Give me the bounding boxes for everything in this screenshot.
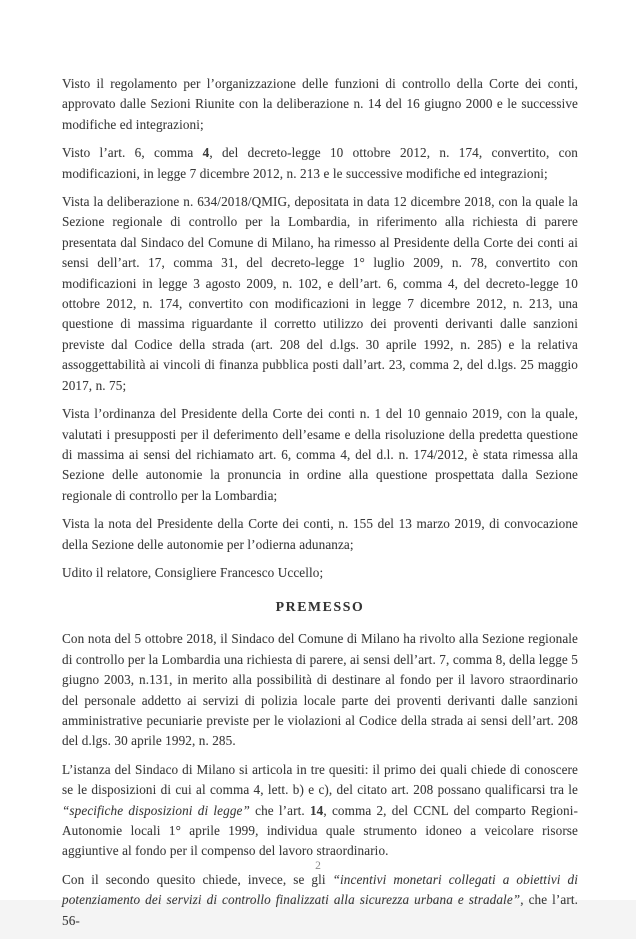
premesso-primo-quesito bbox=[62, 760, 578, 862]
text-run: Vista la deliberazione n. 634/2018/QMIG, depositata in data 12 dicembre 2018, con la quale la Sezione regionale di controllo per la Lombardia, in riferimento alla richiesta di parere presentata dal Sindaco del Comune di Milano, ha rimesso al Presidente della Corte dei conti ai sensi dell’art. 17, comma 31, del decreto-legge 1° luglio 2009, n. 78, convertito con modificazioni in legge 3 agosto 2009, n. 102, e dell’art. 6, comma 4, del decreto-legge 10 ottobre 2012, n. 174, convertito con modificazioni in legge 7 dicembre 2012, n. 213, una questione di massima riguardante il corretto utilizzo dei proventi derivanti dalle sanzioni previste dal Codice della strada (art. 208 del d.lgs. 30 aprile 1992, n. 285) e la relativa assoggettabilità ai vincoli di finanza pubblica posti dall’art. 23, comma 2, del d.lgs. 25 maggio 2017, n. 75; bbox=[62, 194, 578, 393]
text-run: , comma 2, del CCNL del comparto Regioni-Autonomie locali 1° aprile 1999, individua quale strumento idoneo a veicolare risorse aggiuntive al fondo per il compenso del lavoro straordinario. bbox=[62, 802, 578, 859]
recital-ordinanza-presidente-n1-2019 bbox=[62, 404, 578, 506]
text-run: Udito il relatore, Consigliere Francesco Uccello; bbox=[62, 564, 324, 580]
recital-relatore bbox=[62, 563, 578, 583]
recital-nota-convocazione bbox=[62, 514, 578, 555]
text-run: Visto l’art. 6, comma bbox=[62, 145, 203, 161]
text-run: Con nota del 5 ottobre 2018, il Sindaco del Comune di Milano ha rivolto alla Sezione regionale di controllo per la Lombardia una richiesta di parere, ai sensi dell’art. 7, comma 8, della legge 5 giugno 2003, n.131, in merito alla possibilità di destinare al fondo per il lavoro straordinario del personale addetto ai servizi di polizia locale parte dei proventi derivanti dalle sanzioni amministrative pecuniarie previste per le violazioni al Codice della strada ai sensi dell’art. 208 del d.lgs. 30 aprile 1992, n. 285. bbox=[62, 631, 578, 749]
text-run: Vista l’ordinanza del Presidente della Corte dei conti n. 1 del 10 gennaio 2019, con la quale, valutati i presupposti per il deferimento dell’esame e della risoluzione della predetta questione di massima ai sensi del richiamato art. 6, comma 4, del d.l. n. 174/2012, è stata rimessa alla Sezione delle autonomie la pronuncia in ordine alla questione prospettata dalla Sezione regionale di controllo per la Lombardia; bbox=[62, 406, 578, 503]
text-run: Visto il regolamento per l’organizzazione delle funzioni di controllo della Corte dei conti, approvato dalle Sezioni Riunite con la deliberazione n. 14 del 16 giugno 2000 e le successive modifiche ed integrazioni; bbox=[62, 76, 578, 132]
text-run: L’istanza del Sindaco di Milano si articola in tre quesiti: il primo dei quali chiede di conoscere se le disposizioni di cui al comma 4, lett. b) e c), del citato art. 208 possano qualificarsi tra le bbox=[62, 761, 578, 798]
text-run: , del decreto-legge 10 ottobre 2012, n. 174, convertito, con modificazioni, in legge 7 dicembre 2012, n. 213 e le successive modifiche ed integrazioni; bbox=[62, 145, 578, 181]
premesso-richiesta-parere-milano bbox=[62, 629, 578, 751]
text-run: Con il secondo quesito chiede, invece, se gli bbox=[62, 871, 333, 887]
document-body bbox=[62, 74, 578, 939]
page-number: 2 bbox=[315, 860, 321, 872]
text-run: “incentivi monetari collegati a obiettivi di potenziamento dei servizi di controllo finalizzati alla sicurezza urbana e stradale” bbox=[62, 871, 578, 908]
text-run: 4 bbox=[202, 145, 210, 161]
text-run: 14 bbox=[309, 802, 324, 818]
text-run: “specifiche disposizioni di legge” bbox=[62, 802, 250, 818]
premesso-secondo-quesito bbox=[62, 870, 578, 931]
recital-deliberazione-634-2018-qmig bbox=[62, 192, 578, 396]
text-run: che l’art. bbox=[249, 802, 310, 818]
recital-art6-dl174-2012 bbox=[62, 143, 578, 184]
text-run: , che l’art. 56- bbox=[62, 892, 578, 928]
section-heading-premesso: PREMESSO bbox=[275, 599, 365, 615]
recital-regolamento-funzioni-controllo bbox=[62, 74, 578, 135]
text-run: Vista la nota del Presidente della Corte dei conti, n. 155 del 13 marzo 2019, di convocazione della Sezione delle autonomie per l’odierna adunanza; bbox=[62, 516, 578, 552]
